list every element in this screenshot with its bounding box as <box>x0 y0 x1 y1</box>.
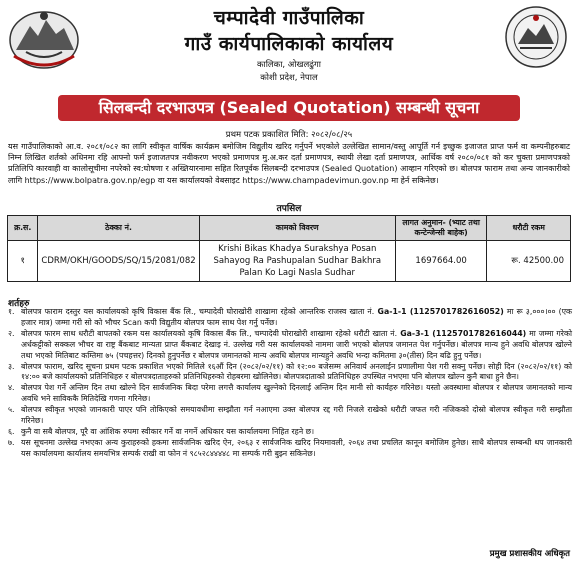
cell-estimate: 1697664.00 <box>395 241 487 282</box>
office-name: गाउँ कार्यपालिकाको कार्यालय <box>184 33 394 55</box>
term-text-part: मा जम्मा गरेको अर्धकट्टीको सक्कल भौचर वा राष्ट्र बैंकबाट मान्यता प्राप्त बैंकबाट देखाइ नं. उल्लेख गरी यस कार्यालयको नाममा जारी भएको बोलपत्र जमानत पेश गर्नुपर्नेछ। बोलपत्र मान्य हुने अवधि बोलपत्र खोल्ने तथा भएको मितिबाट कम्तिमा ७५ (पचहत्तर) दिनको हुनुपर्नेछ र बोलपत्र जमानतको मान्य अवधि बोलपत्र मान्यहुने अवधि भन्दा कमितमा ३०(तीस) दिन बढि हुनु पर्नेछ। <box>21 328 572 360</box>
table-row <box>8 241 571 282</box>
term-text-part: बोलपत्र फाराम दस्तुर यस कार्यालयको कृषि विकास बैंक लि., चम्पादेवी घोराखोरी शाखामा रहेको आन्तरिक राजस्व खाता नं. <box>21 307 375 316</box>
term-text-part: मा रू ३,०००।०० (एक हजार मात्र) जम्मा गरी सो को भौचर Scan कपी विद्युतीय बोलपत्र फाम साथ पेश गर्नु पर्नेछ। <box>21 307 572 327</box>
term-number: ३. <box>8 361 15 371</box>
term-number: ५. <box>8 405 15 415</box>
term-item <box>6 329 572 362</box>
term-item <box>6 307 572 329</box>
municipality-logo-icon <box>500 4 572 70</box>
notice-banner: सिलबन्दी दरभाउपत्र (Sealed Quotation) सम्बन्धी सूचना <box>58 95 520 121</box>
cell-contract-no: CDRM/OKH/GOODS/SQ/15/2081/082 <box>38 241 199 282</box>
term-text: बोलपत्र पेश गर्ने अन्तिम दिन तथा खोल्ने दिन सार्वजनिक बिदा परेमा लगत्तै कार्यालय खुल्नेको दिनलाई अन्तिम दिन मानी सो कार्यहरु गरिनेछ। यस्तो अवस्थामा बोलपत्र र बोलपत्र जमानतको मान्य अवधि भने साविककै मितिदेखि गणना गरिनेछ। <box>21 383 572 404</box>
nepal-emblem-icon <box>6 4 82 70</box>
table-header-row <box>8 216 571 241</box>
term-text <box>21 329 572 362</box>
publication-date: प्रथम पटक प्रकाशित मिति: २०८२/०८/२५ <box>225 130 353 140</box>
term-number: ६. <box>8 426 15 436</box>
terms-heading: शर्तहरु <box>8 299 30 309</box>
details-heading: तपसिल <box>276 204 302 214</box>
header-deposit: धरौटी रकम <box>487 216 571 241</box>
term-item <box>6 383 572 405</box>
term-text: बोलपत्र फाराम, खरिद सूचना प्रथम पटक प्रकाशित भएको मितिले १६औं दिन (२०८२/०२/११) को १२:०० बजेसम्म अनिवार्य अनलाईन प्रणालीमा पेश गरी सक्नु पर्नेछ। सोही दिन (२०८२/०२/११) को १४:०० बजे कार्यालयको प्रतिनिधिहरु र बोलपत्रदाताहरुको प्रतिनिधिहरुको रोहबरमा खोलिनेछ। बोलपत्रदाताको प्रतिनिधिहरु उपस्थित नभएमा पनि बोलपत्र खोल्न कुनै बाधा हुने छैन। <box>21 361 572 382</box>
header <box>0 0 578 92</box>
signature-title: प्रमुख प्रशासकीय अधिकृत <box>489 549 570 559</box>
term-number: ७. <box>8 437 15 447</box>
term-text <box>21 307 572 329</box>
account-number: Ga-1-1 (1125701782616052) <box>374 307 504 316</box>
term-number: १. <box>8 307 15 316</box>
intro-paragraph: यस गाउँपालिकाको आ.व. २०८१/०८२ का लागि स्वीकृत वार्षिक कार्यक्रम बमोजिम विद्युतीय खरिद गर्नुपर्ने भएकोले उल्लेखित सामान/वस्तु आपूर्ति गर्न इच्छुक इजाजत प्राप्त फर्म वा कम्पनीहरुबाट निम्न लिखित शर्तको अधिनमा रहि आफ्नो फर्म इजाजतपत्र नवीकरण भएको प्रमाणपत्र मु.अ.कर दर्ता प्रमाणपत्र, स्थायी लेखा दर्ता प्रमाणपत्र, आर्थिक वर्ष २०८०/०८१ को कर चुक्ता प्रमाणपत्रको प्रतिलिपि कारवाही वा कालोसूचीमा नपरेको स्व:घोषणा र अख्तियारनामा सहित रितपूर्वक सिलबन्दी दरभाउपत्र (Sealed Quotation) आव्हान गरिएको छ। बोलपत्र फाराम तथा अन्य जानकारीको लागि https://www.bolpatra.gov.np/egp वा यस कार्यालयको वेबसाइट https://www.champadevimun.gov.np मा हेर्न सकिनेछ। <box>8 142 570 185</box>
term-text: बोलपत्र स्वीकृत भएको जानकारी पाएर पनि तोकिएको समयावधीमा सम्झौता गर्न नआएमा उक्त बोलपत्र रद्द गरी निजले राखेको धरौटी जफत गरी नजिकको दोस्रो बोलपत्र स्वीकृत गरी सम्झौता गरिनेछ। <box>21 405 572 426</box>
term-item <box>6 427 572 438</box>
terms-list <box>6 307 572 460</box>
header-contract-no: ठेक्का नं. <box>38 216 199 241</box>
header-sn: क्र.स. <box>8 216 38 241</box>
account-number: Ga-3-1 (1125701782616044) <box>397 328 527 338</box>
cell-sn: १ <box>8 241 38 282</box>
term-text: कुनै वा सबै बोलपत्र, पूरै वा आंशिक रुपमा स्वीकार गर्ने वा नगर्ने अधिकार यस कार्यालयमा निहित रहने छ। <box>21 426 315 436</box>
term-text-part: बोलपत्र फारम साथ धरौटी बापतको रकम यस कार्यालयको कृषि विकास बैंक लि., चम्पादेवी घोराखोरी शाखामा रहेको धरौटी खाता नं. <box>21 328 398 338</box>
term-item <box>6 405 572 427</box>
term-item <box>6 438 572 460</box>
cell-description: Krishi Bikas Khadya Surakshya Posan Sahayog Ra Pashupalan Sudhar Bakhra Palan Ko Lagi Nasla Sudhar <box>199 241 395 282</box>
cell-deposit: रू. 42500.00 <box>487 241 571 282</box>
term-number: ४. <box>8 383 15 393</box>
term-item <box>6 362 572 384</box>
header-description: कामको विवरण <box>199 216 395 241</box>
term-text: यस सूचनमा उल्लेख नभएका अन्य कुराहरुको हकमा सार्वजनिक खरिद ऐन, २०६३ र सार्वजनिक खरिद नियमावली, २०६४ तथा प्रचलित कानून बमोजिम हुनेछ। साथै बोलपत्र सम्बन्धी थप जानकारी यस कार्यालयमा कार्यालय समयभित्र सम्पर्क राखी वा फोन नं ९८५२८४४४४८ मा सम्पर्क गरी बुझ्न सकिनेछ। <box>21 437 572 458</box>
municipality-name: चम्पादेवी गाउँपालिका <box>213 7 365 29</box>
office-province: कोशी प्रदेश, नेपाल <box>260 73 318 83</box>
header-estimate: लागत अनुमान- (भ्याट तथा कन्टेन्जेन्सी बाहेक) <box>395 216 487 241</box>
office-location: कालिका, ओखलढुंगा <box>256 60 321 70</box>
term-number: २. <box>8 328 15 338</box>
contract-table <box>7 215 571 282</box>
